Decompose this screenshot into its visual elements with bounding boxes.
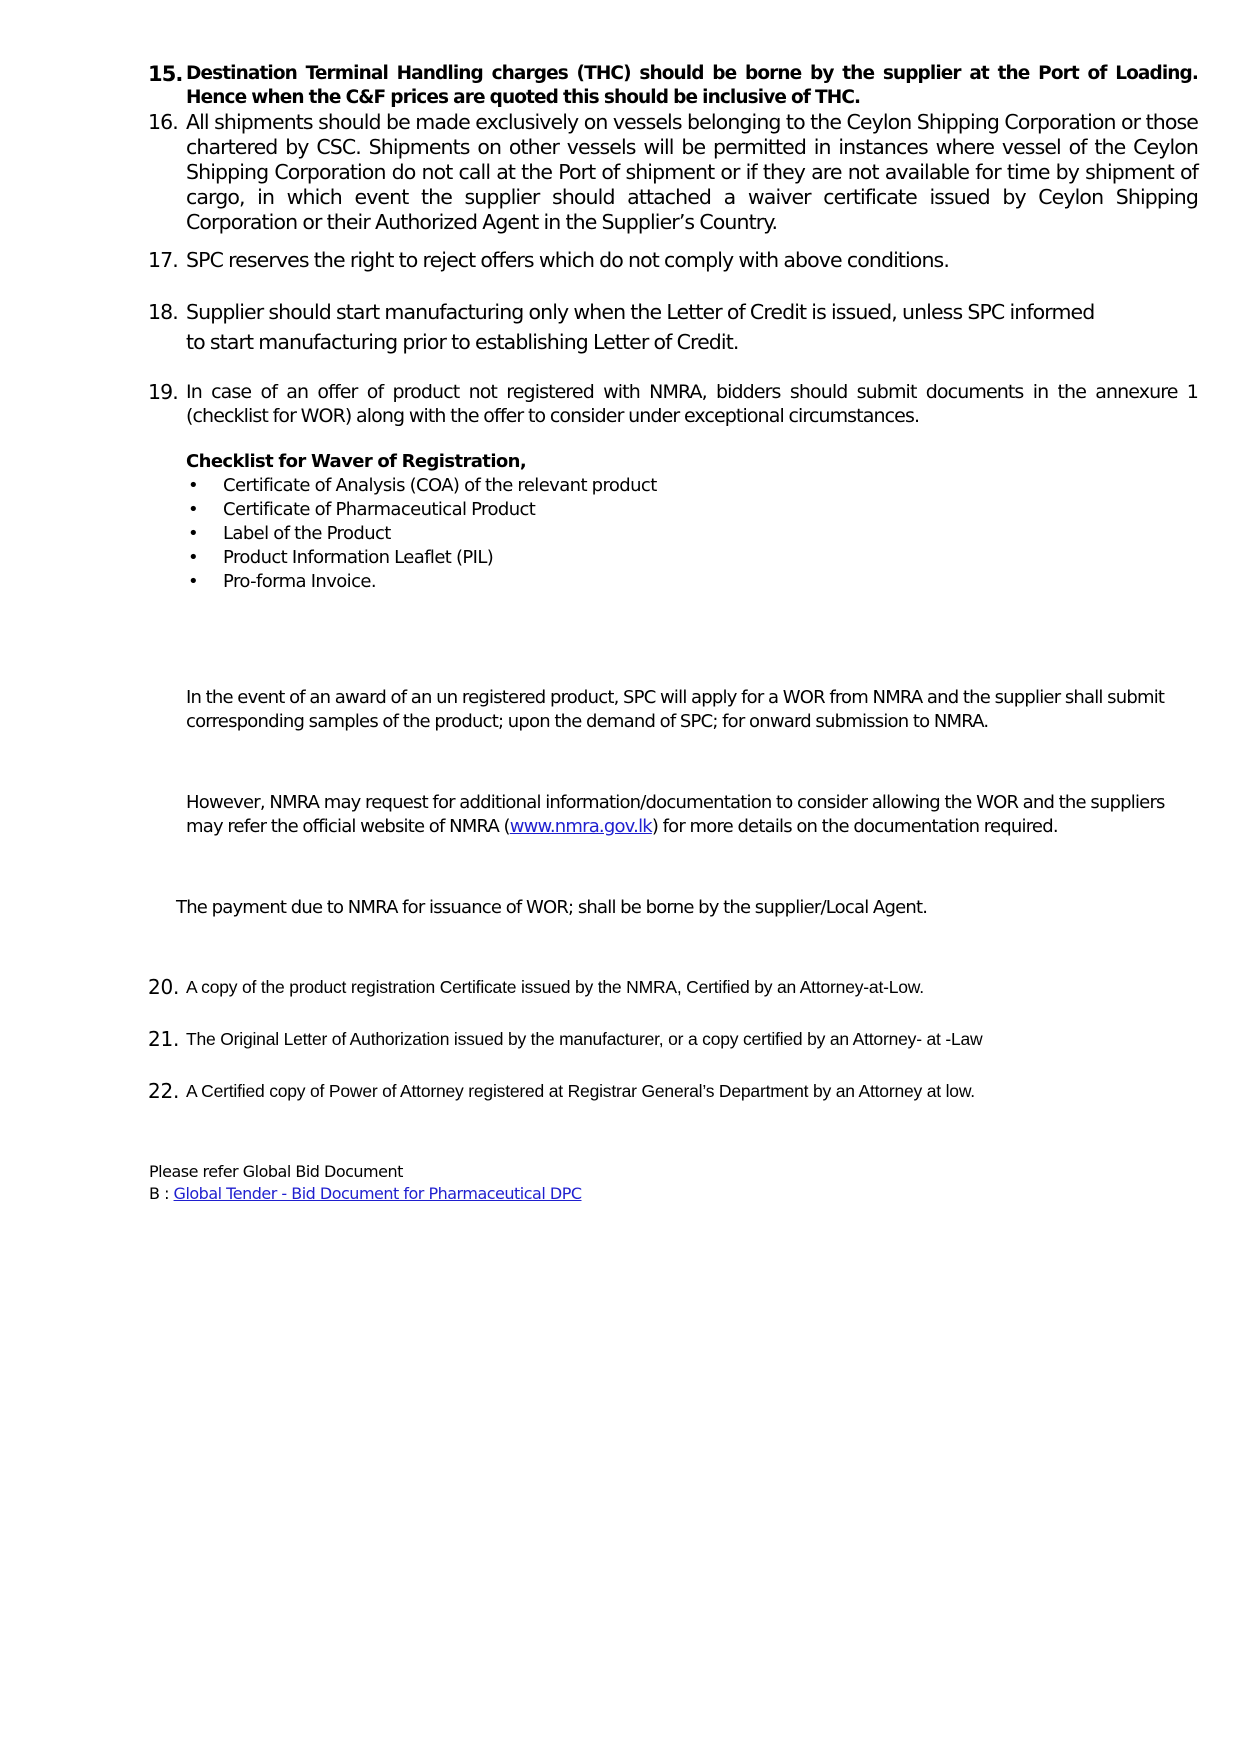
- clause-17: [148, 248, 1198, 273]
- clause-number: 21.: [148, 1027, 180, 1051]
- clause-text: A copy of the product registration Certificate issued by the NMRA, Certified by an Attorney-at-Low.: [186, 977, 924, 997]
- bullet-icon: •: [188, 571, 199, 592]
- clause-number: 19.: [148, 380, 178, 404]
- clause-text-line2: to start manufacturing prior to establishing Letter of Credit.: [186, 330, 739, 354]
- checklist-item: • Product Information Leaflet (PIL): [188, 547, 494, 568]
- award-paragraph: In the event of an award of an un registered product, SPC will apply for a WOR from NMRA and the supplier shall submit corresponding samples of the product; upon the demand of SPC; for onward submission to NMRA.: [186, 687, 1165, 732]
- bid-document-reference: [149, 1161, 582, 1205]
- refer-text: Please refer Global Bid Document: [149, 1162, 403, 1181]
- clause-19: [148, 380, 1198, 428]
- clause-text: In case of an offer of product not registered with NMRA, bidders should submit documents in the annexure 1 (checklist for WOR) along with the offer to consider under exceptional circumstances.: [186, 381, 1198, 427]
- checklist-item: • Certificate of Analysis (COA) of the relevant product: [188, 475, 657, 496]
- clause-number: 15.: [148, 62, 183, 86]
- checklist-item: • Label of the Product: [188, 523, 391, 544]
- clause-text: SPC reserves the right to reject offers which do not comply with above conditions.: [186, 248, 949, 272]
- global-tender-link[interactable]: Global Tender - Bid Document for Pharmaceutical DPC: [173, 1184, 582, 1203]
- clause-text: Destination Terminal Handling charges (THC) should be borne by the supplier at the Port of Loading. Hence when the C&F prices are quoted this should be inclusive of THC.: [186, 63, 1198, 108]
- reference-prefix: B :: [149, 1184, 174, 1203]
- clause-text: The Original Letter of Authorization issued by the manufacturer, or a copy certified by an Attorney- at -Law: [186, 1029, 983, 1049]
- checklist-title: Checklist for Waver of Registration,: [186, 451, 527, 472]
- clause-15: [148, 62, 1198, 110]
- clause-21: [148, 1027, 1198, 1051]
- bullet-icon: •: [188, 547, 199, 568]
- clause-text: A Certified copy of Power of Attorney registered at Registrar General’s Department by an Attorney at low.: [186, 1081, 975, 1101]
- clause-number: 17.: [148, 248, 178, 272]
- clause-text-line1: Supplier should start manufacturing only when the Letter of Credit is issued, unless SPC informed: [186, 300, 1095, 324]
- however-paragraph: However, NMRA may request for additional information/documentation to consider allowing the WOR and the suppliers may refer the official website of NMRA (www.nmra.gov.lk) for more details on the documentation required.: [186, 792, 1165, 837]
- nmra-website-link[interactable]: www.nmra.gov.lk: [509, 816, 652, 837]
- clause-20: [148, 975, 1198, 999]
- bullet-icon: •: [188, 523, 199, 544]
- checklist-item: • Pro-forma Invoice.: [188, 571, 376, 592]
- checklist: [186, 450, 1196, 594]
- payment-paragraph: The payment due to NMRA for issuance of WOR; shall be borne by the supplier/Local Agent.: [176, 897, 928, 918]
- clause-number: 18.: [148, 300, 178, 324]
- checklist-item: • Certificate of Pharmaceutical Product: [188, 499, 536, 520]
- clause-18: [148, 297, 1198, 357]
- clause-number: 16.: [148, 110, 178, 134]
- clause-number: 20.: [148, 975, 180, 999]
- clause-number: 22.: [148, 1079, 180, 1103]
- clause-16: [148, 110, 1198, 235]
- bullet-icon: •: [188, 499, 199, 520]
- clause-text: All shipments should be made exclusively on vessels belonging to the Ceylon Shipping Corporation or those chartered by CSC. Shipments on other vessels will be permitted in instances where vessel of the Ceylon Shipping Corporation do not call at the Port of shipment or if they are not available for time by shipment of cargo, in which event the supplier should attached a waiver certificate issued by Ceylon Shipping Corporation or their Authorized Agent in the Supplier’s Country.: [186, 110, 1198, 234]
- clause-22: [148, 1079, 1198, 1103]
- bullet-icon: •: [188, 475, 199, 496]
